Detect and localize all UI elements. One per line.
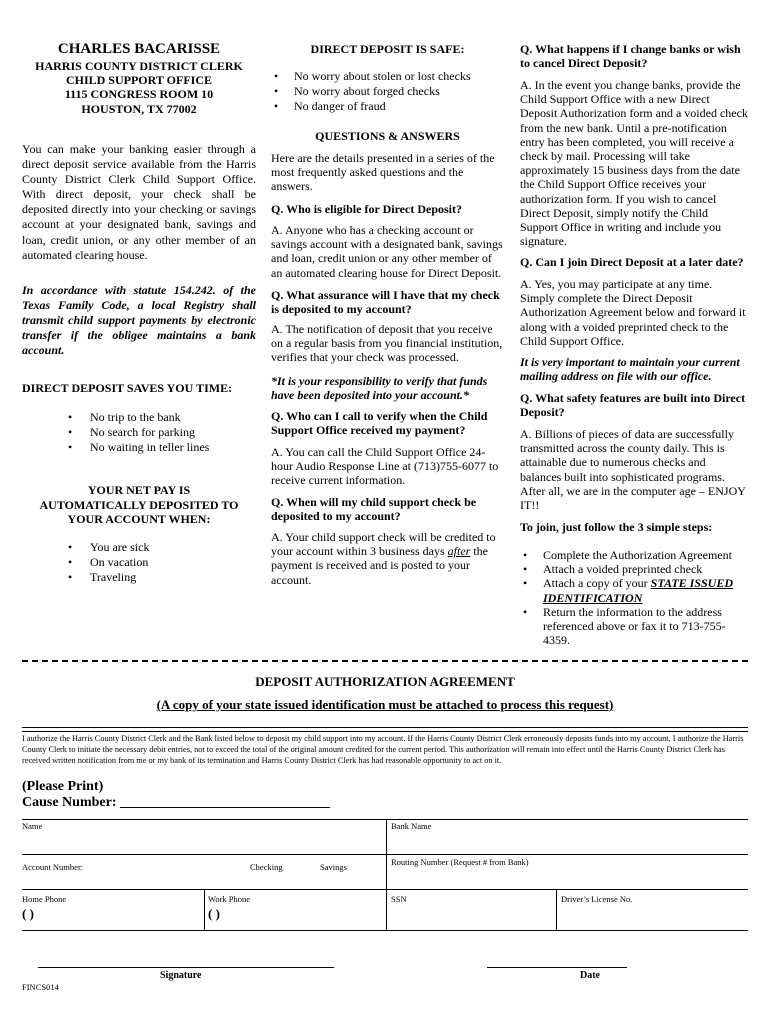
step-text: Attach a copy of your (543, 576, 651, 591)
answer-7: A. Billions of pieces of data are successfully transmitted across the county daily. This is attainable due to numerous checks and balances built into sophisticated programs. After all, we are in the computer age – ENJOY IT!! (520, 427, 746, 513)
list-item: • On vacation (22, 555, 256, 570)
answer-text: the payment is received and is posted to your account. (271, 544, 488, 587)
drivers-license-field[interactable]: Driver’s License No. (561, 894, 633, 904)
saves-time-heading: DIRECT DEPOSIT SAVES YOU TIME: (22, 381, 233, 395)
safe-list (271, 69, 504, 114)
question-2: Q. What assurance will I have that my check is deposited to my account? (271, 288, 500, 317)
intro-paragraph: You can make your banking easier through a direct deposit service available from the Harris County District Clerk Child Support Office. With direct deposit, your check shall be deposited directly into your checking or savings account at your designated bank, savings and loan, credit union, or any other member of an automated clearing house. (22, 142, 256, 262)
step-item: • Attach a voided preprinted check (520, 562, 748, 576)
steps-list (520, 548, 748, 647)
signature-line[interactable] (38, 967, 334, 968)
answer-4 (271, 530, 504, 587)
agreement-subtitle (0, 697, 770, 713)
statute-paragraph: In accordance with statute 154.242. of the Texas Family Code, a local Registry shall transmit child support payments by electronic transfer if the obligee maintains a bank account. (22, 283, 256, 358)
routing-number-field[interactable]: Routing Number (Request # from Bank) (391, 857, 529, 867)
answer-6: A. Yes, you may participate at any time. Simply complete the Direct Deposit Authorization Agreement below and forward it along with a voided preprinted check to the Child Support Office. (520, 277, 746, 348)
list-item: • No danger of fraud (271, 99, 504, 114)
list-item: • Traveling (22, 570, 256, 585)
clerk-name: CHARLES BACARISSE (57, 41, 221, 57)
answer-3: A. You can call the Child Support Office 24-hour Audio Response Line at (713)755-6077 to receive current information. (271, 445, 499, 488)
question-4: Q. When will my child support check be deposited to my account? (271, 495, 477, 524)
form-rule (22, 819, 748, 820)
verify-note: *It is your responsibility to verify that funds have been deposited into your account.* (271, 374, 488, 403)
list-item: • No trip to the bank (22, 410, 256, 425)
qa-intro: Here are the details presented in a series of the most frequently asked questions and the answers. (271, 151, 495, 194)
form-rule (22, 854, 748, 855)
cause-number-field[interactable]: Cause Number: ______________________________ (22, 795, 330, 810)
checking-option[interactable]: Checking (250, 862, 283, 872)
list-item: • No search for parking (22, 425, 256, 440)
office-address (22, 59, 256, 116)
list-item: • No worry about forged checks (271, 84, 504, 99)
home-phone-field[interactable]: Home Phone (22, 894, 67, 904)
answer-5: A. In the event you change banks, provide the Child Support Office with a new Direct Deposit Authorization form and a voided check from the new bank. Until a pre-notification entry has been completed, you will receive a check by mail. Processing will take approximately 15 business days from the date the Child Support Office receives your authorization form. If you wish to cancel Direct Deposit, simply notify the Child Support Office in writing and include you signature. (520, 78, 748, 249)
ssn-field[interactable]: SSN (391, 894, 407, 904)
answer-2: A. The notification of deposit that you receive on a regular basis from you financial institution, verifies that your check was processed. (271, 322, 503, 365)
saves-time-list (22, 410, 256, 455)
question-6: Q. Can I join Direct Deposit at a later date? (520, 255, 744, 269)
steps-heading: To join, just follow the 3 simple steps: (520, 520, 713, 534)
answer-text: A. Your child support check will be credited to your account within 3 business days (271, 530, 496, 559)
step-item: • Return the information to the address referenced above or fax it to 713-755-4359. (520, 605, 748, 648)
step-item (520, 576, 748, 604)
net-pay-list (22, 540, 256, 585)
form-divider (556, 889, 557, 930)
authorization-text: I authorize the Harris County District Clerk and the Bank listed below to deposit my child support into my account. If the Harris County District Clerk erroneously deposits funds into my account, I authorize the Harris County Clerk to initiate the necessary debit entries, not to exceed the total of the original amount credited for the current period. This authorization will remain into effect until the Harris County District Clerk has received written notification from me or my bank of its termination and Harris County District Clerk has had reasonable opportunity to act on it. (22, 734, 744, 765)
signature-label: Signature (160, 970, 202, 981)
answer-1: A. Anyone who has a checking account or savings account with a designated bank, savings and loan, credit union or any other member of an automated clearing house for Direct Deposit. (271, 223, 503, 280)
list-item: • No worry about stolen or lost checks (271, 69, 504, 84)
account-number-field[interactable]: Account Number: (22, 862, 84, 872)
date-label: Date (580, 970, 600, 981)
please-print-label: (Please Print) (22, 779, 104, 794)
office-line: CHILD SUPPORT OFFICE (65, 73, 213, 88)
office-line: HOUSTON, TX 77002 (81, 101, 197, 116)
question-7: Q. What safety features are built into Direct Deposit? (520, 391, 746, 420)
heading-line: YOUR ACCOUNT WHEN: (67, 512, 211, 526)
step-item: • Complete the Authorization Agreement (520, 548, 748, 562)
cut-line (22, 660, 748, 662)
form-rule (22, 889, 748, 890)
heading-line: YOUR NET PAY IS (87, 483, 191, 497)
form-divider (386, 819, 387, 930)
net-pay-heading (22, 483, 256, 527)
office-line: HARRIS COUNTY DISTRICT CLERK (35, 59, 243, 73)
heading-line: AUTOMATICALLY DEPOSITED TO (39, 497, 239, 512)
list-item: • You are sick (22, 540, 256, 555)
form-rule (22, 930, 748, 931)
work-phone-parens: ( ) (208, 906, 220, 921)
home-phone-parens: ( ) (22, 906, 34, 921)
agreement-title: DEPOSIT AUTHORIZATION AGREEMENT (255, 674, 515, 689)
office-line: 1115 CONGRESS ROOM 10 (64, 87, 214, 102)
work-phone-field[interactable]: Work Phone (208, 894, 251, 904)
list-item: • No waiting in teller lines (22, 440, 256, 455)
answer-emphasis: after (447, 544, 471, 559)
question-1: Q. Who is eligible for Direct Deposit? (271, 202, 462, 216)
question-5: Q. What happens if I change banks or wish to cancel Direct Deposit? (520, 42, 741, 71)
double-rule (22, 727, 748, 732)
form-divider (204, 889, 205, 930)
agreement-subtitle-text: (A copy of your state issued identification must be attached to process this request) (156, 697, 614, 712)
important-note: It is very important to maintain your current mailing address on file with our office. (520, 355, 740, 384)
name-field[interactable]: Name (22, 821, 43, 831)
bank-name-field[interactable]: Bank Name (391, 821, 432, 831)
date-line[interactable] (487, 967, 627, 968)
question-3: Q. Who can I call to verify when the Child Support Office received my payment? (271, 409, 488, 438)
form-id: FINCS014 (22, 982, 59, 992)
step-emphasis: STATE ISSUED IDENTIFICATION (543, 576, 734, 605)
savings-option[interactable]: Savings (320, 862, 347, 872)
print-block (22, 779, 330, 811)
safe-heading: DIRECT DEPOSIT IS SAFE: (310, 42, 465, 56)
qa-heading: QUESTIONS & ANSWERS (315, 129, 460, 143)
